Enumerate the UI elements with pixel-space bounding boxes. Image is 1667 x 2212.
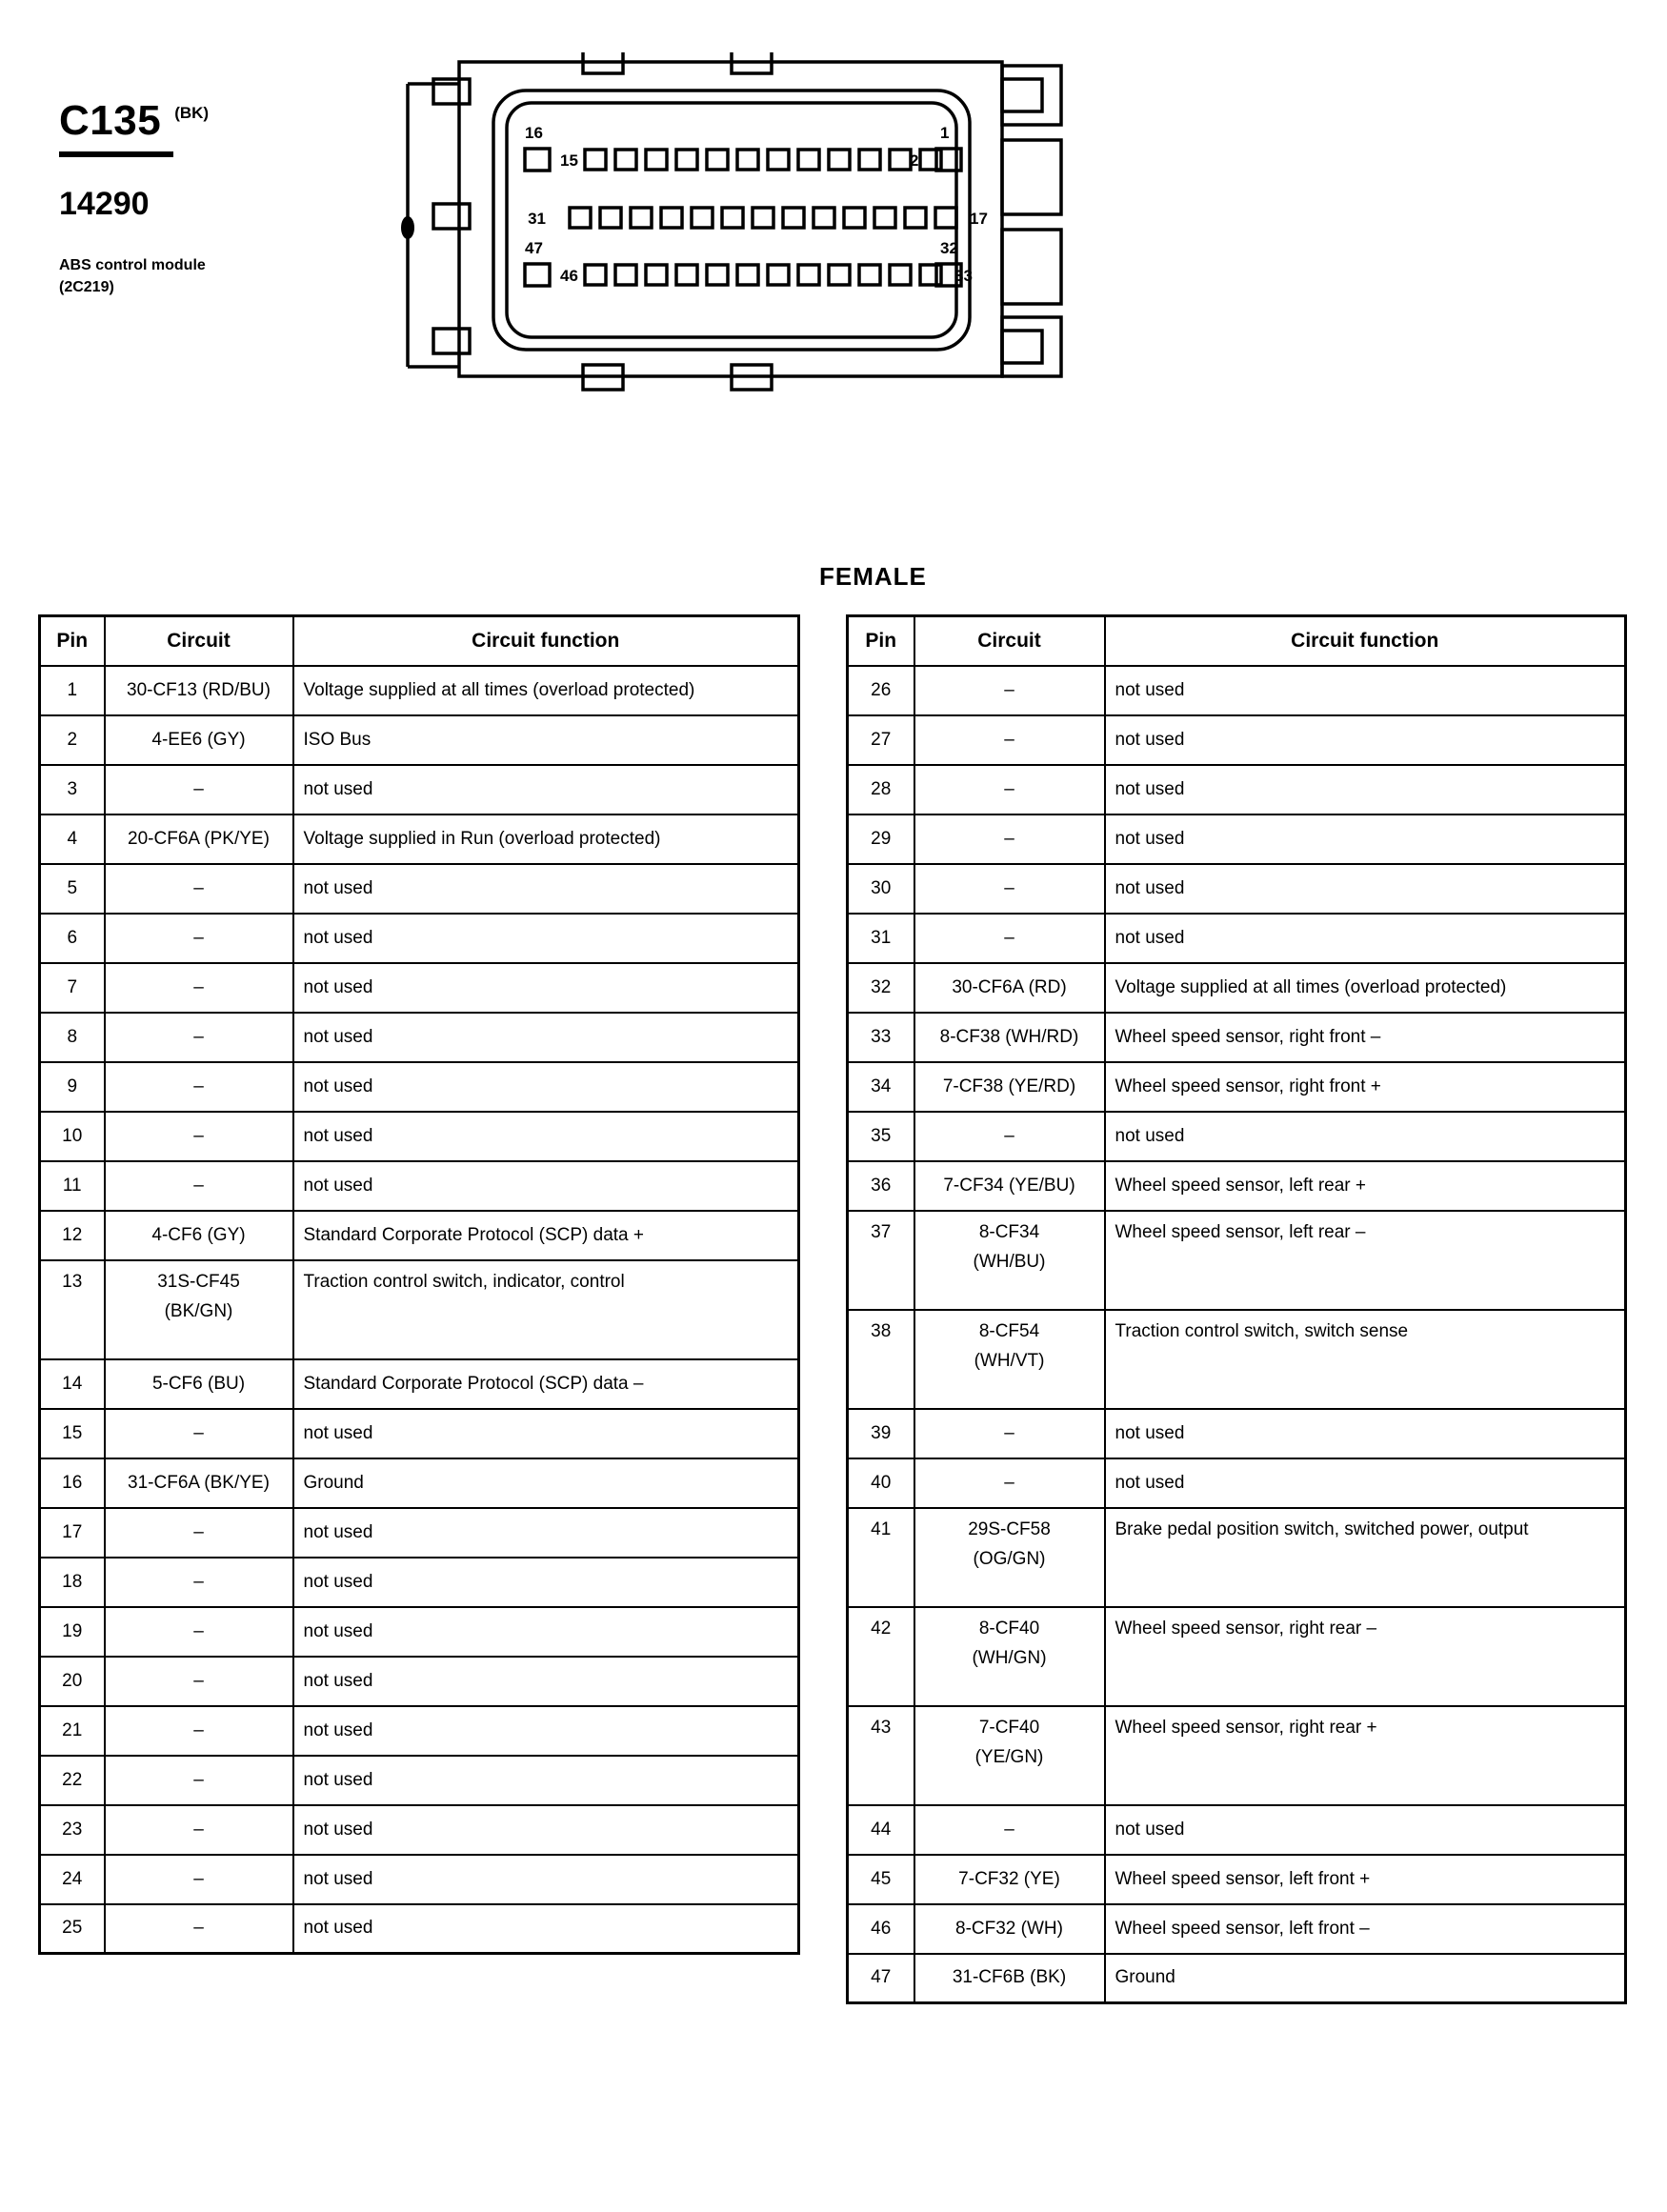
cell-pin-number: 4 bbox=[40, 814, 105, 864]
connector-shroud-outer bbox=[493, 90, 970, 350]
cell-pin-number: 18 bbox=[40, 1558, 105, 1607]
cavity-pin-47 bbox=[525, 264, 550, 286]
label-pin-47: 47 bbox=[525, 239, 543, 257]
cell-circuit-function: not used bbox=[293, 1558, 799, 1607]
cell-circuit bbox=[105, 1706, 293, 1756]
cell-circuit-function: not used bbox=[293, 963, 799, 1013]
cell-pin-number: 39 bbox=[848, 1409, 914, 1458]
cell-circuit bbox=[914, 1706, 1105, 1805]
cell-pin-number: 40 bbox=[848, 1458, 914, 1508]
label-pin-16: 16 bbox=[525, 124, 543, 142]
cell-circuit-function: not used bbox=[293, 765, 799, 814]
cell-circuit bbox=[105, 715, 293, 765]
latch-right-top-inner bbox=[1002, 79, 1042, 111]
circuit-code: 29S-CF58 bbox=[968, 1518, 1051, 1539]
connector-description-line2: (2C219) bbox=[59, 279, 114, 296]
circuit-code: 4-CF6 (GY) bbox=[151, 1224, 246, 1245]
cell-pin-number: 33 bbox=[848, 1013, 914, 1062]
circuit-code: – bbox=[1004, 927, 1014, 948]
cell-circuit-function: not used bbox=[1105, 1458, 1626, 1508]
table-row bbox=[848, 1161, 1626, 1211]
cell-pin-number: 7 bbox=[40, 963, 105, 1013]
column-header-function: Circuit function bbox=[1105, 616, 1626, 666]
cell-circuit bbox=[105, 1458, 293, 1508]
cell-circuit bbox=[105, 1062, 293, 1112]
latch-right-top-outer bbox=[1002, 66, 1061, 125]
cell-circuit bbox=[914, 1013, 1105, 1062]
cell-pin-number: 13 bbox=[40, 1260, 105, 1359]
cell-circuit-function: Brake pedal position switch, switched power, output bbox=[1105, 1508, 1626, 1607]
cell-pin-number: 14 bbox=[40, 1359, 105, 1409]
cell-circuit bbox=[105, 1112, 293, 1161]
circuit-code: – bbox=[1004, 1125, 1014, 1146]
table-row bbox=[848, 1062, 1626, 1112]
cell-circuit-function: not used bbox=[293, 1756, 799, 1805]
cell-circuit-function: not used bbox=[1105, 1409, 1626, 1458]
table-row bbox=[40, 1013, 799, 1062]
cell-circuit-function: Voltage supplied at all times (overload protected) bbox=[293, 666, 799, 715]
cell-circuit bbox=[105, 1805, 293, 1855]
cavity-row-top bbox=[585, 150, 941, 170]
label-pin-17: 17 bbox=[970, 210, 988, 228]
cell-pin-number: 31 bbox=[848, 914, 914, 963]
table-row bbox=[848, 1706, 1626, 1805]
cell-pin-number: 12 bbox=[40, 1211, 105, 1260]
cell-circuit bbox=[105, 1657, 293, 1706]
cell-circuit bbox=[914, 1904, 1105, 1954]
cell-circuit-function: Standard Corporate Protocol (SCP) data + bbox=[293, 1211, 799, 1260]
label-pin-32: 32 bbox=[940, 239, 958, 257]
table-row bbox=[848, 914, 1626, 963]
cell-pin-number: 20 bbox=[40, 1657, 105, 1706]
cell-circuit-function: not used bbox=[293, 1508, 799, 1558]
table-row bbox=[848, 1458, 1626, 1508]
connector-diagram bbox=[400, 52, 1295, 538]
table-row bbox=[40, 1756, 799, 1805]
cell-pin-number: 30 bbox=[848, 864, 914, 914]
cell-circuit bbox=[914, 963, 1105, 1013]
circuit-code: – bbox=[193, 1175, 204, 1196]
cell-pin-number: 10 bbox=[40, 1112, 105, 1161]
cell-circuit-function: not used bbox=[293, 1805, 799, 1855]
cell-pin-number: 2 bbox=[40, 715, 105, 765]
cell-pin-number: 1 bbox=[40, 666, 105, 715]
circuit-color-code: (BK/GN) bbox=[164, 1300, 233, 1321]
circuit-code: 4-EE6 (GY) bbox=[151, 729, 246, 750]
cavity-row-middle bbox=[570, 208, 956, 228]
circuit-code: – bbox=[1004, 877, 1014, 898]
table-row bbox=[40, 1409, 799, 1458]
header-underline-rule bbox=[59, 151, 173, 157]
cell-pin-number: 15 bbox=[40, 1409, 105, 1458]
table-row bbox=[40, 1558, 799, 1607]
cell-circuit bbox=[105, 864, 293, 914]
cell-circuit-function: Voltage supplied in Run (overload protected) bbox=[293, 814, 799, 864]
table-row bbox=[848, 1211, 1626, 1310]
table-row bbox=[848, 1904, 1626, 1954]
table-row bbox=[40, 1855, 799, 1904]
cell-pin-number: 19 bbox=[40, 1607, 105, 1657]
circuit-code: – bbox=[193, 1422, 204, 1443]
cell-circuit bbox=[105, 1607, 293, 1657]
cavity-row-bottom bbox=[585, 265, 941, 285]
cell-circuit bbox=[105, 1855, 293, 1904]
table-row bbox=[848, 1013, 1626, 1062]
cell-circuit-function: not used bbox=[293, 1062, 799, 1112]
cell-circuit-function: not used bbox=[293, 1161, 799, 1211]
cell-pin-number: 5 bbox=[40, 864, 105, 914]
cell-circuit-function: ISO Bus bbox=[293, 715, 799, 765]
cell-circuit bbox=[105, 1260, 293, 1359]
pinout-table-left-container bbox=[38, 614, 800, 1955]
cell-circuit bbox=[914, 666, 1105, 715]
cell-circuit-function: not used bbox=[293, 1855, 799, 1904]
circuit-code: 8-CF32 (WH) bbox=[955, 1918, 1063, 1939]
housing-tab-left-bottom bbox=[433, 329, 470, 353]
circuit-color-code: (OG/GN) bbox=[973, 1548, 1046, 1569]
cell-circuit-function: not used bbox=[1105, 666, 1626, 715]
cell-circuit-function: not used bbox=[1105, 765, 1626, 814]
cell-circuit-function: not used bbox=[1105, 1805, 1626, 1855]
cell-circuit-function: Standard Corporate Protocol (SCP) data – bbox=[293, 1359, 799, 1409]
cell-pin-number: 3 bbox=[40, 765, 105, 814]
circuit-code: – bbox=[193, 976, 204, 997]
table-row bbox=[40, 765, 799, 814]
cell-pin-number: 17 bbox=[40, 1508, 105, 1558]
circuit-code: 30-CF6A (RD) bbox=[952, 976, 1067, 997]
cell-circuit bbox=[105, 1508, 293, 1558]
circuit-code: – bbox=[193, 1620, 204, 1641]
cell-circuit bbox=[914, 1310, 1105, 1409]
table-row bbox=[40, 914, 799, 963]
cell-pin-number: 46 bbox=[848, 1904, 914, 1954]
circuit-code: – bbox=[193, 1719, 204, 1740]
connector-gender-caption: FEMALE bbox=[819, 562, 927, 591]
cell-pin-number: 36 bbox=[848, 1161, 914, 1211]
table-row bbox=[848, 1954, 1626, 2003]
circuit-code: – bbox=[1004, 1422, 1014, 1443]
cell-pin-number: 37 bbox=[848, 1211, 914, 1310]
cell-pin-number: 26 bbox=[848, 666, 914, 715]
cell-pin-number: 32 bbox=[848, 963, 914, 1013]
cell-circuit bbox=[105, 1359, 293, 1409]
cell-circuit bbox=[914, 1508, 1105, 1607]
latch-right-upper-mid bbox=[1002, 140, 1061, 214]
cell-pin-number: 11 bbox=[40, 1161, 105, 1211]
latch-right-bottom-inner bbox=[1002, 331, 1042, 363]
connector-description bbox=[59, 254, 373, 298]
connector-description-line1: ABS control module bbox=[59, 257, 206, 273]
label-pin-2: 2 bbox=[910, 151, 919, 170]
circuit-code: 8-CF40 bbox=[978, 1618, 1040, 1639]
cell-circuit-function: Traction control switch, indicator, control bbox=[293, 1260, 799, 1359]
connector-header bbox=[59, 97, 373, 298]
table-row bbox=[40, 1260, 799, 1359]
connector-drawing-svg bbox=[400, 52, 1295, 538]
circuit-code: – bbox=[193, 1918, 204, 1939]
column-header-circuit: Circuit bbox=[105, 616, 293, 666]
cell-pin-number: 27 bbox=[848, 715, 914, 765]
label-pin-31: 31 bbox=[528, 210, 546, 228]
column-header-pin: Pin bbox=[848, 616, 914, 666]
cell-pin-number: 42 bbox=[848, 1607, 914, 1706]
cell-circuit-function: Wheel speed sensor, right rear – bbox=[1105, 1607, 1626, 1706]
cell-circuit-function: Voltage supplied at all times (overload protected) bbox=[1105, 963, 1626, 1013]
cell-circuit-function: not used bbox=[1105, 1112, 1626, 1161]
circuit-code: – bbox=[193, 1125, 204, 1146]
cell-circuit bbox=[914, 715, 1105, 765]
table-row bbox=[40, 1062, 799, 1112]
pinout-table-left bbox=[38, 614, 800, 1955]
cell-circuit bbox=[105, 814, 293, 864]
table-row bbox=[848, 765, 1626, 814]
cell-circuit bbox=[914, 1409, 1105, 1458]
table-row bbox=[848, 1409, 1626, 1458]
cell-circuit bbox=[914, 1112, 1105, 1161]
cell-circuit bbox=[105, 1409, 293, 1458]
table-row bbox=[848, 864, 1626, 914]
table-row bbox=[848, 1855, 1626, 1904]
cell-circuit bbox=[914, 1805, 1105, 1855]
circuit-color-code: (WH/VT) bbox=[974, 1350, 1045, 1371]
cell-pin-number: 21 bbox=[40, 1706, 105, 1756]
table-row bbox=[40, 1904, 799, 1954]
circuit-code: – bbox=[193, 1026, 204, 1047]
label-pin-1: 1 bbox=[940, 124, 950, 142]
circuit-code: – bbox=[1004, 1819, 1014, 1840]
cell-circuit bbox=[105, 914, 293, 963]
table-row bbox=[40, 1359, 799, 1409]
cell-circuit-function: not used bbox=[293, 1409, 799, 1458]
cell-pin-number: 16 bbox=[40, 1458, 105, 1508]
connector-part-number: 14290 bbox=[59, 186, 150, 222]
cell-circuit bbox=[914, 1458, 1105, 1508]
pinout-table-right-container bbox=[846, 614, 1627, 2004]
table-row bbox=[40, 1607, 799, 1657]
circuit-code: 31-CF6B (BK) bbox=[952, 1967, 1067, 1988]
cell-circuit-function: not used bbox=[293, 1013, 799, 1062]
cell-circuit bbox=[105, 1756, 293, 1805]
cell-circuit-function: Wheel speed sensor, left rear – bbox=[1105, 1211, 1626, 1310]
cell-circuit-function: Traction control switch, switch sense bbox=[1105, 1310, 1626, 1409]
cell-circuit-function: not used bbox=[293, 864, 799, 914]
cell-circuit-function: not used bbox=[293, 1706, 799, 1756]
circuit-code: – bbox=[1004, 679, 1014, 700]
label-pin-33: 33 bbox=[954, 267, 973, 285]
cell-circuit-function: Wheel speed sensor, left front + bbox=[1105, 1855, 1626, 1904]
cell-circuit-function: not used bbox=[293, 1904, 799, 1954]
cell-pin-number: 43 bbox=[848, 1706, 914, 1805]
circuit-code: 31-CF6A (BK/YE) bbox=[128, 1472, 270, 1493]
cell-pin-number: 41 bbox=[848, 1508, 914, 1607]
latch-right-bottom-outer bbox=[1002, 317, 1061, 376]
cell-pin-number: 35 bbox=[848, 1112, 914, 1161]
table-row bbox=[40, 666, 799, 715]
table-row bbox=[40, 1805, 799, 1855]
pinout-table-left-body bbox=[40, 666, 799, 1954]
table-row bbox=[40, 1161, 799, 1211]
connector-id-row bbox=[59, 97, 373, 144]
circuit-code: – bbox=[1004, 729, 1014, 750]
circuit-code: – bbox=[193, 1868, 204, 1889]
table-row bbox=[848, 1805, 1626, 1855]
circuit-code: 7-CF32 (YE) bbox=[958, 1868, 1060, 1889]
circuit-code: – bbox=[193, 778, 204, 799]
cell-circuit bbox=[105, 1904, 293, 1954]
cell-circuit-function: Ground bbox=[1105, 1954, 1626, 2003]
cell-pin-number: 9 bbox=[40, 1062, 105, 1112]
cell-pin-number: 28 bbox=[848, 765, 914, 814]
cell-circuit-function: Ground bbox=[293, 1458, 799, 1508]
cell-circuit bbox=[914, 765, 1105, 814]
cell-circuit bbox=[105, 963, 293, 1013]
table-row bbox=[848, 1112, 1626, 1161]
cell-circuit-function: Wheel speed sensor, right front + bbox=[1105, 1062, 1626, 1112]
cell-circuit bbox=[105, 1558, 293, 1607]
label-pin-15: 15 bbox=[560, 151, 578, 170]
cell-circuit bbox=[914, 914, 1105, 963]
table-row bbox=[40, 1112, 799, 1161]
cell-circuit bbox=[914, 1062, 1105, 1112]
circuit-code: 5-CF6 (BU) bbox=[151, 1373, 246, 1394]
table-row bbox=[848, 1508, 1626, 1607]
circuit-color-code: (YE/GN) bbox=[974, 1746, 1044, 1767]
column-header-circuit: Circuit bbox=[914, 616, 1105, 666]
circuit-code: 8-CF34 bbox=[978, 1221, 1040, 1242]
pinout-table-right-body bbox=[848, 666, 1626, 2003]
cell-circuit bbox=[105, 1211, 293, 1260]
circuit-code: – bbox=[193, 1521, 204, 1542]
circuit-color-code: (WH/GN) bbox=[972, 1647, 1047, 1668]
cell-circuit-function: not used bbox=[1105, 814, 1626, 864]
circuit-code: 8-CF38 (WH/RD) bbox=[939, 1026, 1079, 1047]
circuit-code: – bbox=[193, 1670, 204, 1691]
cell-circuit-function: not used bbox=[293, 1657, 799, 1706]
connector-shroud-inner bbox=[507, 103, 956, 337]
cell-pin-number: 25 bbox=[40, 1904, 105, 1954]
housing-tab-left-middle bbox=[433, 204, 470, 229]
cell-circuit bbox=[914, 1161, 1105, 1211]
cell-circuit bbox=[914, 1211, 1105, 1310]
cell-circuit bbox=[105, 1013, 293, 1062]
table-row bbox=[848, 1310, 1626, 1409]
cell-pin-number: 34 bbox=[848, 1062, 914, 1112]
cell-pin-number: 6 bbox=[40, 914, 105, 963]
cell-pin-number: 44 bbox=[848, 1805, 914, 1855]
circuit-color-code: (WH/BU) bbox=[973, 1251, 1046, 1272]
circuit-code: – bbox=[193, 1571, 204, 1592]
connector-id: C135 bbox=[59, 97, 162, 144]
cell-circuit-function: not used bbox=[1105, 864, 1626, 914]
table-row bbox=[40, 1458, 799, 1508]
circuit-code: 31S-CF45 bbox=[157, 1271, 240, 1292]
connector-color-code: (BK) bbox=[174, 104, 210, 122]
column-header-pin: Pin bbox=[40, 616, 105, 666]
table-row bbox=[848, 1607, 1626, 1706]
cell-circuit-function: Wheel speed sensor, right front – bbox=[1105, 1013, 1626, 1062]
cell-circuit bbox=[914, 1607, 1105, 1706]
cell-circuit bbox=[914, 1954, 1105, 2003]
cell-pin-number: 23 bbox=[40, 1805, 105, 1855]
circuit-code: – bbox=[193, 877, 204, 898]
table-header-row bbox=[848, 616, 1626, 666]
table-row bbox=[40, 1508, 799, 1558]
circuit-code: 7-CF34 (YE/BU) bbox=[943, 1175, 1075, 1196]
cell-circuit-function: not used bbox=[293, 914, 799, 963]
pinout-table-right bbox=[846, 614, 1627, 2004]
circuit-code: 20-CF6A (PK/YE) bbox=[128, 828, 270, 849]
table-row bbox=[40, 1657, 799, 1706]
cell-pin-number: 38 bbox=[848, 1310, 914, 1409]
table-row bbox=[40, 1211, 799, 1260]
cell-circuit-function: not used bbox=[1105, 715, 1626, 765]
table-row bbox=[40, 715, 799, 765]
circuit-code: – bbox=[1004, 828, 1014, 849]
circuit-code: 8-CF54 bbox=[978, 1320, 1040, 1341]
circuit-code: – bbox=[193, 927, 204, 948]
table-row bbox=[40, 864, 799, 914]
table-row bbox=[848, 715, 1626, 765]
cavity-grid bbox=[525, 149, 961, 286]
cell-circuit bbox=[914, 1855, 1105, 1904]
cell-pin-number: 45 bbox=[848, 1855, 914, 1904]
cavity-pin-16 bbox=[525, 149, 550, 171]
table-row bbox=[848, 666, 1626, 715]
table-row bbox=[848, 963, 1626, 1013]
column-header-function: Circuit function bbox=[293, 616, 799, 666]
table-row bbox=[40, 963, 799, 1013]
circuit-code: 7-CF40 bbox=[978, 1717, 1040, 1738]
cell-circuit bbox=[914, 864, 1105, 914]
table-row bbox=[40, 814, 799, 864]
cell-pin-number: 29 bbox=[848, 814, 914, 864]
cell-circuit bbox=[105, 1161, 293, 1211]
circuit-code: – bbox=[193, 1769, 204, 1790]
cell-circuit-function: Wheel speed sensor, left rear + bbox=[1105, 1161, 1626, 1211]
cell-pin-number: 24 bbox=[40, 1855, 105, 1904]
cell-circuit bbox=[914, 814, 1105, 864]
cell-circuit bbox=[105, 765, 293, 814]
cell-pin-number: 47 bbox=[848, 1954, 914, 2003]
cell-pin-number: 8 bbox=[40, 1013, 105, 1062]
circuit-code: – bbox=[1004, 1472, 1014, 1493]
left-rail-center-marker bbox=[402, 217, 413, 238]
circuit-code: – bbox=[193, 1076, 204, 1096]
circuit-code: – bbox=[193, 1819, 204, 1840]
latch-right-lower-mid bbox=[1002, 230, 1061, 304]
cell-pin-number: 22 bbox=[40, 1756, 105, 1805]
circuit-code: 30-CF13 (RD/BU) bbox=[127, 679, 271, 700]
cell-circuit-function: not used bbox=[293, 1112, 799, 1161]
table-row bbox=[40, 1706, 799, 1756]
cell-circuit-function: Wheel speed sensor, left front – bbox=[1105, 1904, 1626, 1954]
circuit-code: 7-CF38 (YE/RD) bbox=[942, 1076, 1076, 1096]
cell-circuit-function: Wheel speed sensor, right rear + bbox=[1105, 1706, 1626, 1805]
label-pin-46: 46 bbox=[560, 267, 578, 285]
table-row bbox=[848, 814, 1626, 864]
cell-circuit-function: not used bbox=[1105, 914, 1626, 963]
circuit-code: – bbox=[1004, 778, 1014, 799]
table-header-row bbox=[40, 616, 799, 666]
cell-circuit bbox=[105, 666, 293, 715]
cell-circuit-function: not used bbox=[293, 1607, 799, 1657]
